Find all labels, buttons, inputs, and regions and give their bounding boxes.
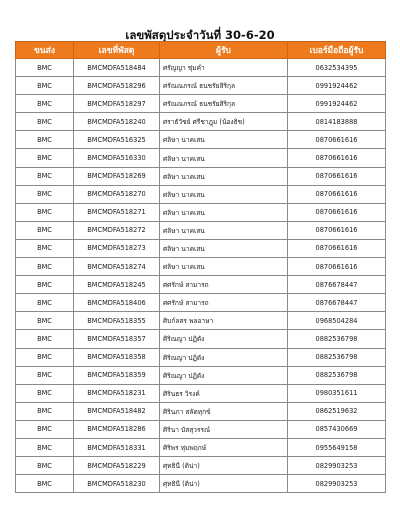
recipient-cell: ศิบก์ลสร พลอาษา (160, 312, 288, 330)
table-header-row (16, 42, 386, 59)
carrier-cell: BMC (16, 294, 74, 312)
table-row (16, 185, 386, 203)
header-carrier: ขนส่ง (16, 42, 74, 59)
table-row (16, 95, 386, 113)
carrier-cell: BMC (16, 149, 74, 167)
recipient-cell: ศราธัวัชย์ ศรีชาฎุม (น้องธิช) (160, 113, 288, 131)
recipient-cell: ศิริพร หุ่มพฤกษ์ (160, 438, 288, 456)
carrier-cell: BMC (16, 348, 74, 366)
table-row (16, 131, 386, 149)
tracking-number-cell: BMCMDFA518406 (74, 294, 160, 312)
recipient-cell: ศุทธินี (ติน่า) (160, 457, 288, 475)
table-row (16, 294, 386, 312)
table-row (16, 149, 386, 167)
carrier-cell: BMC (16, 131, 74, 149)
table-row (16, 239, 386, 257)
carrier-cell: BMC (16, 420, 74, 438)
tracking-number-cell: BMCMDFA518359 (74, 366, 160, 384)
phone-cell: 0991924462 (288, 95, 386, 113)
carrier-cell: BMC (16, 312, 74, 330)
tracking-number-cell: BMCMDFA518231 (74, 384, 160, 402)
phone-cell: 0876678447 (288, 276, 386, 294)
tracking-number-cell: BMCMDFA518270 (74, 185, 160, 203)
phone-cell: 0955649158 (288, 438, 386, 456)
recipient-cell: ศรัญญา ชุ่มคำ (160, 59, 288, 77)
tracking-number-cell: BMCMDFA518482 (74, 402, 160, 420)
recipient-cell: ศลิษา นาคเสน (160, 221, 288, 239)
recipient-cell: ศรัณณภรณ์ ธนชรัยสิริกุล (160, 95, 288, 113)
tracking-number-cell: BMCMDFA516325 (74, 131, 160, 149)
carrier-cell: BMC (16, 113, 74, 131)
table-row (16, 221, 386, 239)
carrier-cell: BMC (16, 475, 74, 493)
tracking-number-cell: BMCMDFA518271 (74, 203, 160, 221)
page-title: เลขพัสดุประจำวันที่ 30-6-20 (125, 28, 275, 42)
table-row (16, 420, 386, 438)
header-tracking-number: เลขที่พัสดุ (74, 42, 160, 59)
phone-cell: 0829903253 (288, 475, 386, 493)
carrier-cell: BMC (16, 59, 74, 77)
tracking-number-cell: BMCMDFA518286 (74, 420, 160, 438)
phone-cell: 0882536798 (288, 366, 386, 384)
carrier-cell: BMC (16, 221, 74, 239)
carrier-cell: BMC (16, 167, 74, 185)
phone-cell: 0991924462 (288, 77, 386, 95)
tracking-number-cell: BMCMDFA518273 (74, 239, 160, 257)
tracking-number-cell: BMCMDFA518230 (74, 475, 160, 493)
carrier-cell: BMC (16, 239, 74, 257)
tracking-number-cell: BMCMDFA518355 (74, 312, 160, 330)
recipient-cell: ศลิษา นาคเสน (160, 167, 288, 185)
table-row (16, 366, 386, 384)
recipient-cell: ศศรักษ์ สามารถ (160, 276, 288, 294)
recipient-cell: ศิรินธร วิรงค์ (160, 384, 288, 402)
phone-cell: 0870661616 (288, 239, 386, 257)
carrier-cell: BMC (16, 77, 74, 95)
table-row (16, 312, 386, 330)
phone-cell: 0632534395 (288, 59, 386, 77)
tracking-number-cell: BMCMDFA518240 (74, 113, 160, 131)
phone-cell: 0829903253 (288, 457, 386, 475)
table-row (16, 402, 386, 420)
tracking-number-cell: BMCMDFA518274 (74, 258, 160, 276)
carrier-cell: BMC (16, 95, 74, 113)
tracking-number-cell: BMCMDFA518245 (74, 276, 160, 294)
recipient-cell: ศลิษา นาคเสน (160, 131, 288, 149)
phone-cell: 0870661616 (288, 258, 386, 276)
recipient-cell: ศศรักษ์ สามารถ (160, 294, 288, 312)
tracking-number-cell: BMCMDFA518229 (74, 457, 160, 475)
parcel-table (15, 41, 386, 493)
table-row (16, 59, 386, 77)
carrier-cell: BMC (16, 330, 74, 348)
phone-cell: 0882536798 (288, 330, 386, 348)
phone-cell: 0870661616 (288, 131, 386, 149)
recipient-cell: ศลิษา นาคเสน (160, 203, 288, 221)
table-row (16, 330, 386, 348)
carrier-cell: BMC (16, 402, 74, 420)
tracking-number-cell: BMCMDFA518331 (74, 438, 160, 456)
recipient-cell: ศิริณญา ปฏิตัง (160, 348, 288, 366)
tracking-number-cell: BMCMDFA516330 (74, 149, 160, 167)
carrier-cell: BMC (16, 366, 74, 384)
header-recipient-phone: เบอร์มือถือผู้รับ (288, 42, 386, 59)
header-recipient: ผู้รับ (160, 42, 288, 59)
tracking-number-cell: BMCMDFA518269 (74, 167, 160, 185)
tracking-number-cell: BMCMDFA518296 (74, 77, 160, 95)
phone-cell: 0968504284 (288, 312, 386, 330)
phone-cell: 0814183888 (288, 113, 386, 131)
carrier-cell: BMC (16, 185, 74, 203)
recipient-cell: ศิรินภา สลัดทุกข์ (160, 402, 288, 420)
table-row (16, 276, 386, 294)
carrier-cell: BMC (16, 276, 74, 294)
tracking-number-cell: BMCMDFA518484 (74, 59, 160, 77)
recipient-cell: ศิริณญา ปฏิตัง (160, 366, 288, 384)
carrier-cell: BMC (16, 384, 74, 402)
tracking-number-cell: BMCMDFA518358 (74, 348, 160, 366)
phone-cell: 0870661616 (288, 167, 386, 185)
table-row (16, 475, 386, 493)
table-row (16, 77, 386, 95)
phone-cell: 0870661616 (288, 221, 386, 239)
phone-cell: 0870661616 (288, 149, 386, 167)
recipient-cell: ศรัณณภรณ์ ธนชรัยสิริกุล (160, 77, 288, 95)
table-row (16, 348, 386, 366)
recipient-cell: ศลิษา นาคเสน (160, 239, 288, 257)
phone-cell: 0870661616 (288, 185, 386, 203)
carrier-cell: BMC (16, 203, 74, 221)
phone-cell: 0980351611 (288, 384, 386, 402)
recipient-cell: ศุทธินี (ติน่า) (160, 475, 288, 493)
table-row (16, 113, 386, 131)
table-row (16, 203, 386, 221)
carrier-cell: BMC (16, 438, 74, 456)
phone-cell: 0882536798 (288, 348, 386, 366)
recipient-cell: ศิรินา บัสสุวรรณ์ (160, 420, 288, 438)
tracking-number-cell: BMCMDFA518272 (74, 221, 160, 239)
table-row (16, 384, 386, 402)
recipient-cell: ศลิษา นาคเสน (160, 185, 288, 203)
phone-cell: 0870661616 (288, 203, 386, 221)
phone-cell: 0876678447 (288, 294, 386, 312)
phone-cell: 0857430669 (288, 420, 386, 438)
recipient-cell: ศิริณญา ปฏิตัง (160, 330, 288, 348)
recipient-cell: ศลิษา นาคเสน (160, 258, 288, 276)
carrier-cell: BMC (16, 258, 74, 276)
carrier-cell: BMC (16, 457, 74, 475)
table-row (16, 438, 386, 456)
tracking-number-cell: BMCMDFA518297 (74, 95, 160, 113)
recipient-cell: ศลิษา นาคเสน (160, 149, 288, 167)
table-row (16, 167, 386, 185)
tracking-number-cell: BMCMDFA518357 (74, 330, 160, 348)
table-row (16, 258, 386, 276)
table-row (16, 457, 386, 475)
phone-cell: 0862519632 (288, 402, 386, 420)
